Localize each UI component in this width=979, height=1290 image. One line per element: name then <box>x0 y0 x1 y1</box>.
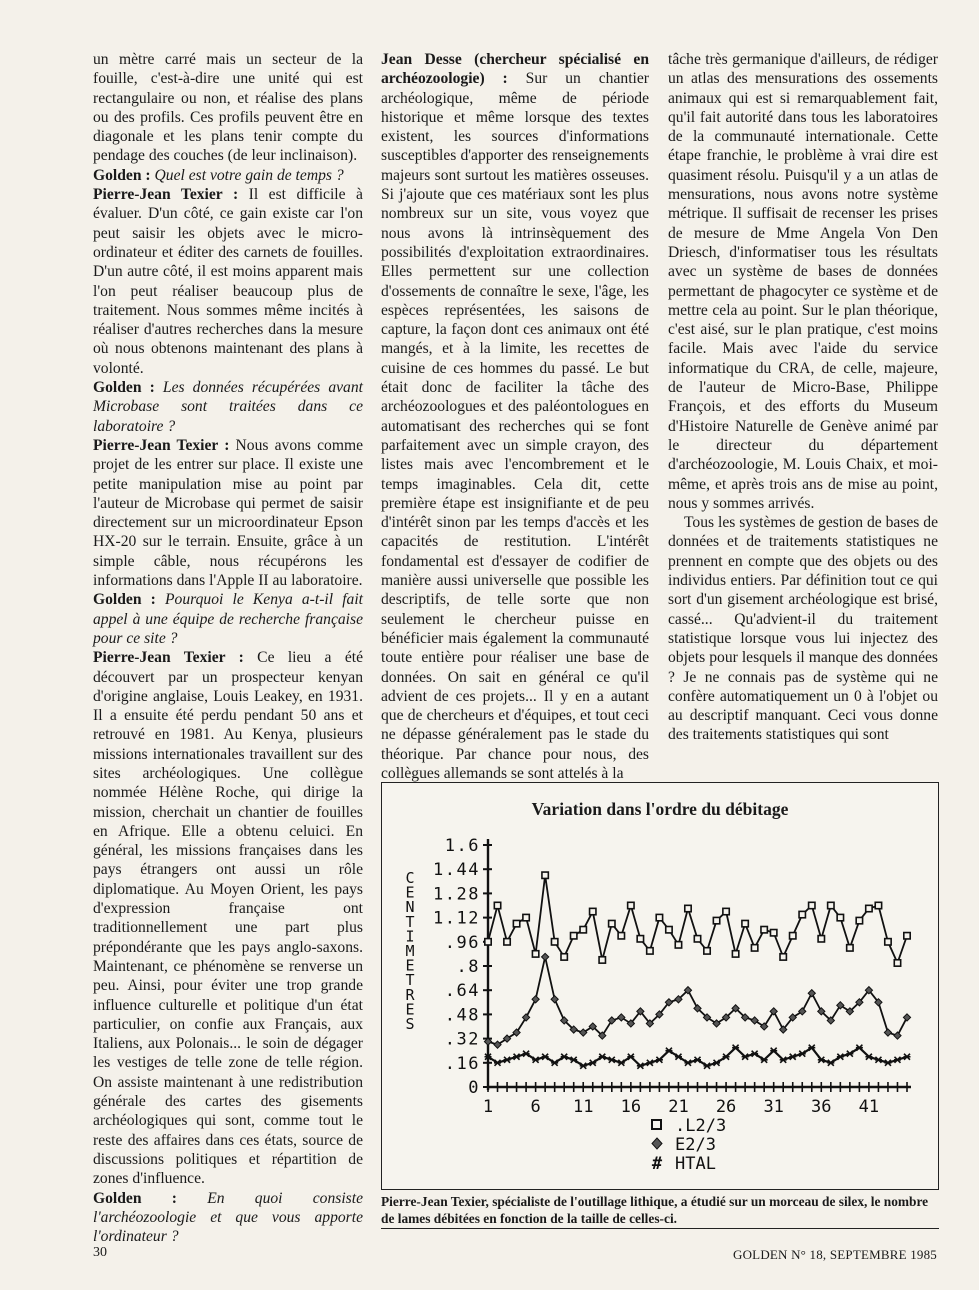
data-point-hash <box>761 1057 768 1063</box>
data-point-square <box>513 920 519 926</box>
y-tick-label: .96 <box>444 932 480 953</box>
data-point-square <box>761 927 767 933</box>
data-point-square <box>751 945 757 951</box>
data-point-hash <box>570 1057 577 1063</box>
data-point-square <box>704 948 710 954</box>
y-axis-label-letter: M <box>405 942 415 960</box>
series-line <box>488 957 907 1045</box>
data-point-diamond <box>551 996 558 1003</box>
data-point-hash <box>551 1060 558 1066</box>
data-point-square <box>523 914 529 920</box>
data-point-hash <box>884 1060 891 1066</box>
data-point-square <box>894 960 900 966</box>
question-text: Les données récupérées avant Microbase sont traitées dans ce laboratoire ? <box>93 379 363 435</box>
data-point-square <box>847 945 853 951</box>
magazine-issue: GOLDEN N° 18, SEPTEMBRE 1985 <box>733 1247 937 1262</box>
paragraph <box>93 378 363 436</box>
data-point-square <box>904 933 910 939</box>
paragraph-text: Ce lieu a été découvert par un prospecteur kenyan d'origine anglaise, Louis Leakey, en 1931. Il a ensuite été perdu pendant 50 ans et retrouvé en 1981. Au Kenya, plusieurs missions internationales travaillent sur des sites archéologiques. Une collègue nommée Hélène Roche, qui dirige la mission, cherchait un chantier de fouilles en Afrique. Elle a obtenu celuici. En général, les missions françaises dans les pays étrangers ont aussi un rôle diplomatique. Au Moyen Orient, les pays d'expression française ont traditionnellement une part plus prépondérante que les pays anglo-saxons. Maintenant, ce phénomène se renverse un peu. Ainsi, pour éviter une trop grande influence culturelle et politique d'un état particulier, on confie aux Français, aux Italiens, aux Polonais... le soin de dégager les vestiges de telle zone de telle région. On assiste maintenant à une redistribution générale des cartes des gisements archéologiques qui sont, comme tout le reste des affaires dans ces états, source de discussions politiques et répartition de zones d'influence. <box>93 649 363 1188</box>
series-line <box>488 1048 907 1066</box>
data-point-square <box>580 927 586 933</box>
y-axis-label-letter: E <box>405 883 415 902</box>
data-point-square <box>856 917 862 923</box>
paragraph <box>93 436 363 590</box>
line-chart <box>382 783 938 1189</box>
data-point-square <box>723 908 729 914</box>
x-tick-label: 36 <box>811 1097 832 1117</box>
data-point-square <box>590 908 596 914</box>
y-axis-label-letter: E <box>405 956 415 975</box>
data-point-diamond <box>532 996 539 1003</box>
data-point-hash <box>723 1054 730 1060</box>
y-tick-label: .64 <box>444 981 480 1002</box>
article-column-3 <box>668 50 938 745</box>
paragraph <box>93 590 363 648</box>
question-text: Quel est votre gain de temps ? <box>154 166 344 184</box>
data-point-square <box>656 914 662 920</box>
data-point-hash <box>704 1063 711 1069</box>
data-point-hash <box>627 1054 634 1060</box>
article-column-2 <box>381 50 649 783</box>
legend-label: .L2/3 <box>675 1116 727 1136</box>
speaker-name: Pierre-Jean Texier : <box>93 649 244 667</box>
data-point-square <box>866 905 872 911</box>
data-point-square <box>694 936 700 942</box>
caption-divider <box>381 1228 939 1229</box>
data-point-square <box>675 942 681 948</box>
data-point-square <box>666 927 672 933</box>
data-point-hash <box>656 1057 663 1063</box>
x-tick-label: 11 <box>572 1097 594 1117</box>
y-axis-label-letter: C <box>405 869 415 887</box>
data-point-hash <box>494 1060 501 1066</box>
y-tick-label: .16 <box>444 1053 480 1074</box>
data-point-square <box>637 936 643 942</box>
data-point-hash <box>589 1060 596 1066</box>
data-point-hash <box>837 1054 844 1060</box>
data-point-hash <box>904 1054 911 1060</box>
paragraph <box>93 1189 363 1247</box>
legend-label: E2/3 <box>675 1135 716 1155</box>
legend-marker-diamond <box>652 1138 662 1149</box>
article-column-1 <box>93 50 363 1246</box>
data-point-hash <box>894 1057 901 1063</box>
data-point-hash <box>618 1060 625 1066</box>
x-tick-label: 41 <box>858 1097 880 1117</box>
paragraph <box>93 166 363 185</box>
y-tick-label: 0 <box>468 1078 480 1098</box>
data-point-hash <box>799 1051 806 1057</box>
paragraph-text: un mètre carré mais un secteur de la fouille, c'est-à-dire une unité qui est rectangulaire ou non, et réalise des plans ou des profils. Ces profils peuvent être en diagonale et les plans tenir compte du pendage des couches (de leur inclinaison). <box>93 51 363 165</box>
paragraph <box>381 50 649 783</box>
speaker-name: Golden : <box>93 166 151 184</box>
data-point-hash <box>789 1054 796 1060</box>
data-point-square <box>799 911 805 917</box>
data-point-square <box>685 905 691 911</box>
y-tick-label: 1.12 <box>433 908 480 929</box>
data-point-square <box>837 914 843 920</box>
data-point-hash <box>523 1051 530 1057</box>
data-point-square <box>875 902 881 908</box>
question-text: En quoi consiste l'archéozoologie et que vous apporte l'ordinateur ? <box>93 1189 363 1246</box>
x-tick-label: 6 <box>530 1097 541 1117</box>
data-point-hash <box>561 1054 568 1060</box>
x-tick-label: 1 <box>482 1097 494 1117</box>
data-point-hash <box>637 1063 644 1069</box>
data-point-square <box>713 917 719 923</box>
data-point-hash <box>665 1048 672 1054</box>
legend-marker-hash: # <box>651 1154 663 1174</box>
y-axis-label-letter: T <box>405 971 415 990</box>
data-point-hash <box>608 1057 615 1063</box>
data-point-square <box>770 930 776 936</box>
paragraph <box>668 513 938 745</box>
data-point-hash <box>865 1054 872 1060</box>
data-point-square <box>599 957 605 963</box>
data-point-square <box>485 939 491 945</box>
legend-marker-square <box>652 1120 661 1129</box>
data-point-square <box>561 954 567 960</box>
speaker-name: Jean Desse (chercheur spécialisé en archéozoologie) : <box>381 51 649 88</box>
data-point-hash <box>684 1060 691 1066</box>
data-point-hash <box>827 1060 834 1066</box>
y-tick-label: .32 <box>444 1029 480 1050</box>
page-number: 30 <box>93 1245 107 1260</box>
data-point-hash <box>646 1060 653 1066</box>
y-axis-label-letter: R <box>405 985 415 1004</box>
data-point-hash <box>504 1057 511 1063</box>
legend-label: HTAL <box>675 1154 716 1174</box>
data-point-square <box>551 939 557 945</box>
data-point-diamond <box>894 1032 901 1039</box>
speaker-name: Golden : <box>93 591 156 609</box>
data-point-hash <box>599 1054 606 1060</box>
data-point-hash <box>780 1057 787 1063</box>
y-axis-label-letter: I <box>405 927 415 946</box>
speaker-name: Golden : <box>93 379 155 397</box>
paragraph-text: Sur un chantier archéologique, même de période historique et même lorsque des textes existent, les sources d'informations susceptibles d'apporter des renseignements majeurs sont surtout les matières osseuses. Si j'ajoute que ces matériaux sont les plus nombreux sur un site, vous voyez que nous avons là intrinsèquement des possibilités d'exploitation extraordinaires. Elles permettent sur une collection d'ossements de connaître le sexe, l'âge, les espèces représentées, les saisons de capture, la façon dont ces animaux ont été mangés, et à la limite, les recettes de cuisine de ces hommes du passé. Le but était donc de faciliter la tâche des archéozoologues et des paléontologues en automatisant des recherches qui se font parfaitement avec un simple crayon, des listes mais avec l'encombrement et le temps imaginables. Cela dit, cette première étape est insignifiante et de peu d'intérêt sinon par les temps d'accès et les capacités de restitution. L'intérêt fondamental est d'essayer de codifier de manière aussi universelle que possible les descriptifs, de telle sorte que non seulement le chercheur puisse en bénéficier mais également la communauté toute entière pour réaliser une base de données. On sait en général ce qu'il advient de ces projets... Il y en a autant que de chercheurs et d'équipes, et tout ceci ne dépasse généralement pas le stade du théorique. Par chance pour nous, des collègues allemands se sont attelés à la <box>381 70 649 782</box>
y-tick-label: 1.44 <box>433 860 480 881</box>
data-point-hash <box>856 1045 863 1051</box>
data-point-diamond <box>903 1014 910 1021</box>
x-tick-label: 26 <box>715 1097 737 1117</box>
data-point-hash <box>770 1048 777 1054</box>
data-point-square <box>885 939 891 945</box>
data-point-hash <box>694 1057 701 1063</box>
data-point-square <box>809 902 815 908</box>
data-point-hash <box>732 1045 739 1051</box>
data-point-square <box>504 939 510 945</box>
data-point-hash <box>713 1060 720 1066</box>
paragraph-text: Tous les systèmes de gestion de bases de données et de traitements statistiques ne prennent en compte que des objets ou des individus entiers. Par définition tout ce qui sort d'un gisement archéologique est brisé, cassé... Qu'advient-il du traitement statistique lorsque vous lui injectez des objets pour lesquels il manque des données ? Je ne connais pas de système qui ne confère automatiquement un 0 à l'objet ou au descriptif manquant. Ceci vous donne des traitements statistiques qui sont <box>668 514 938 744</box>
data-point-hash <box>580 1063 587 1069</box>
data-point-hash <box>808 1045 815 1051</box>
speaker-name: Golden : <box>93 1189 177 1207</box>
data-point-square <box>742 920 748 926</box>
data-point-square <box>790 933 796 939</box>
data-point-hash <box>675 1054 682 1060</box>
data-point-square <box>494 902 500 908</box>
data-point-hash <box>532 1057 539 1063</box>
y-tick-label: 1.28 <box>433 884 480 905</box>
data-point-hash <box>742 1054 749 1060</box>
data-point-hash <box>751 1051 758 1057</box>
paragraph <box>93 648 363 1188</box>
data-point-hash <box>542 1054 549 1060</box>
data-point-diamond <box>542 953 549 960</box>
chart-title: Variation dans l'ordre du débitage <box>531 799 789 819</box>
paragraph-text: tâche très germanique d'ailleurs, de rédiger un atlas des mensurations des ossements animaux qui est si remarquablement fait, qu'il fait autorité dans tous les laboratoires de la communauté internationale. Cette étape franchie, le problème à vrai dire est quasiment résolu. Puisqu'il y a un atlas de mensurations, nous avons notre système métrique. Il suffisait de recenser les prises de mesure de Mme Angela Von Den Driesch, d'informatiser tous les résultats avec un système de bases de données permettant de phagocyter ce système et de mettre cela au point. Sur le plan théorique, c'est aisé, sur le plan pratique, c'est moins facile. Mais avec l'aide du service informatique du CRA, de celle, majeure, de l'auteur de Micro-Base, Philippe François, et des efforts du Museum d'Histoire Naturelle de Genève animé par le directeur du département d'archéozoologie, M. Louis Chaix, et moi-même, et après trois ans de mise au point, nous y sommes arrivés. <box>668 51 938 512</box>
y-axis-label-letter: N <box>405 898 415 917</box>
data-point-square <box>647 948 653 954</box>
y-tick-label: 1.6 <box>444 836 480 856</box>
data-point-square <box>542 872 548 878</box>
speaker-name: Pierre-Jean Texier : <box>93 436 230 454</box>
data-point-square <box>818 936 824 942</box>
data-point-square <box>732 951 738 957</box>
question-text: Pourquoi le Kenya a-t-il fait appel à une équipe de recherche française pour ce site ? <box>93 591 364 647</box>
data-point-square <box>571 933 577 939</box>
speaker-name: Pierre-Jean Texier : <box>93 186 239 204</box>
data-point-hash <box>513 1054 520 1060</box>
paragraph-text: Nous avons comme projet de les entrer sur place. Il existe une petite manipulation mise au point par l'auteur de Microbase qui permet de saisir directement sur un microordinateur Epson HX-20 sur le terrain. Ensuite, grâce à un simple câble, nous récupérons les informations dans l'Apple II au laboratoire. <box>93 436 364 590</box>
data-point-diamond <box>808 990 815 997</box>
paragraph <box>668 50 938 513</box>
data-point-hash <box>875 1057 882 1063</box>
data-point-square <box>532 951 538 957</box>
data-point-hash <box>818 1057 825 1063</box>
paragraph-text: Il est difficile à évaluer. D'un côté, ce gain existe car l'on peut saisir les objets avec le micro-ordinateur et éditer des carnets de fouilles. D'un autre côté, il est moins apparent mais l'on peut réaliser beaucoup plus de traitement. Nous sommes même incités à réaliser d'autres recherches dans la mesure où nous obtenons maintenant des plans à volonté. <box>93 186 363 377</box>
figure-caption: Pierre-Jean Texier, spécialiste de l'outillage lithique, a étudié sur un morceau de silex, le nombre de lames débitées en fonction de la taille de celles-ci. <box>381 1194 929 1226</box>
data-point-hash <box>846 1051 853 1057</box>
chart-figure <box>381 782 939 1190</box>
data-point-square <box>828 902 834 908</box>
y-tick-label: .8 <box>456 957 480 977</box>
y-axis-label-letter: S <box>405 1015 415 1033</box>
data-point-square <box>618 933 624 939</box>
y-axis-label-letter: T <box>405 912 415 931</box>
x-tick-label: 31 <box>763 1097 784 1117</box>
paragraph <box>93 50 363 166</box>
data-point-square <box>609 920 615 926</box>
y-tick-label: .48 <box>444 1005 480 1026</box>
x-tick-label: 21 <box>668 1097 689 1117</box>
paragraph <box>93 185 363 378</box>
data-point-diamond <box>884 1029 891 1036</box>
data-point-square <box>780 954 786 960</box>
x-tick-label: 16 <box>620 1097 642 1117</box>
data-point-square <box>628 902 634 908</box>
y-axis-label-letter: E <box>405 1000 415 1019</box>
